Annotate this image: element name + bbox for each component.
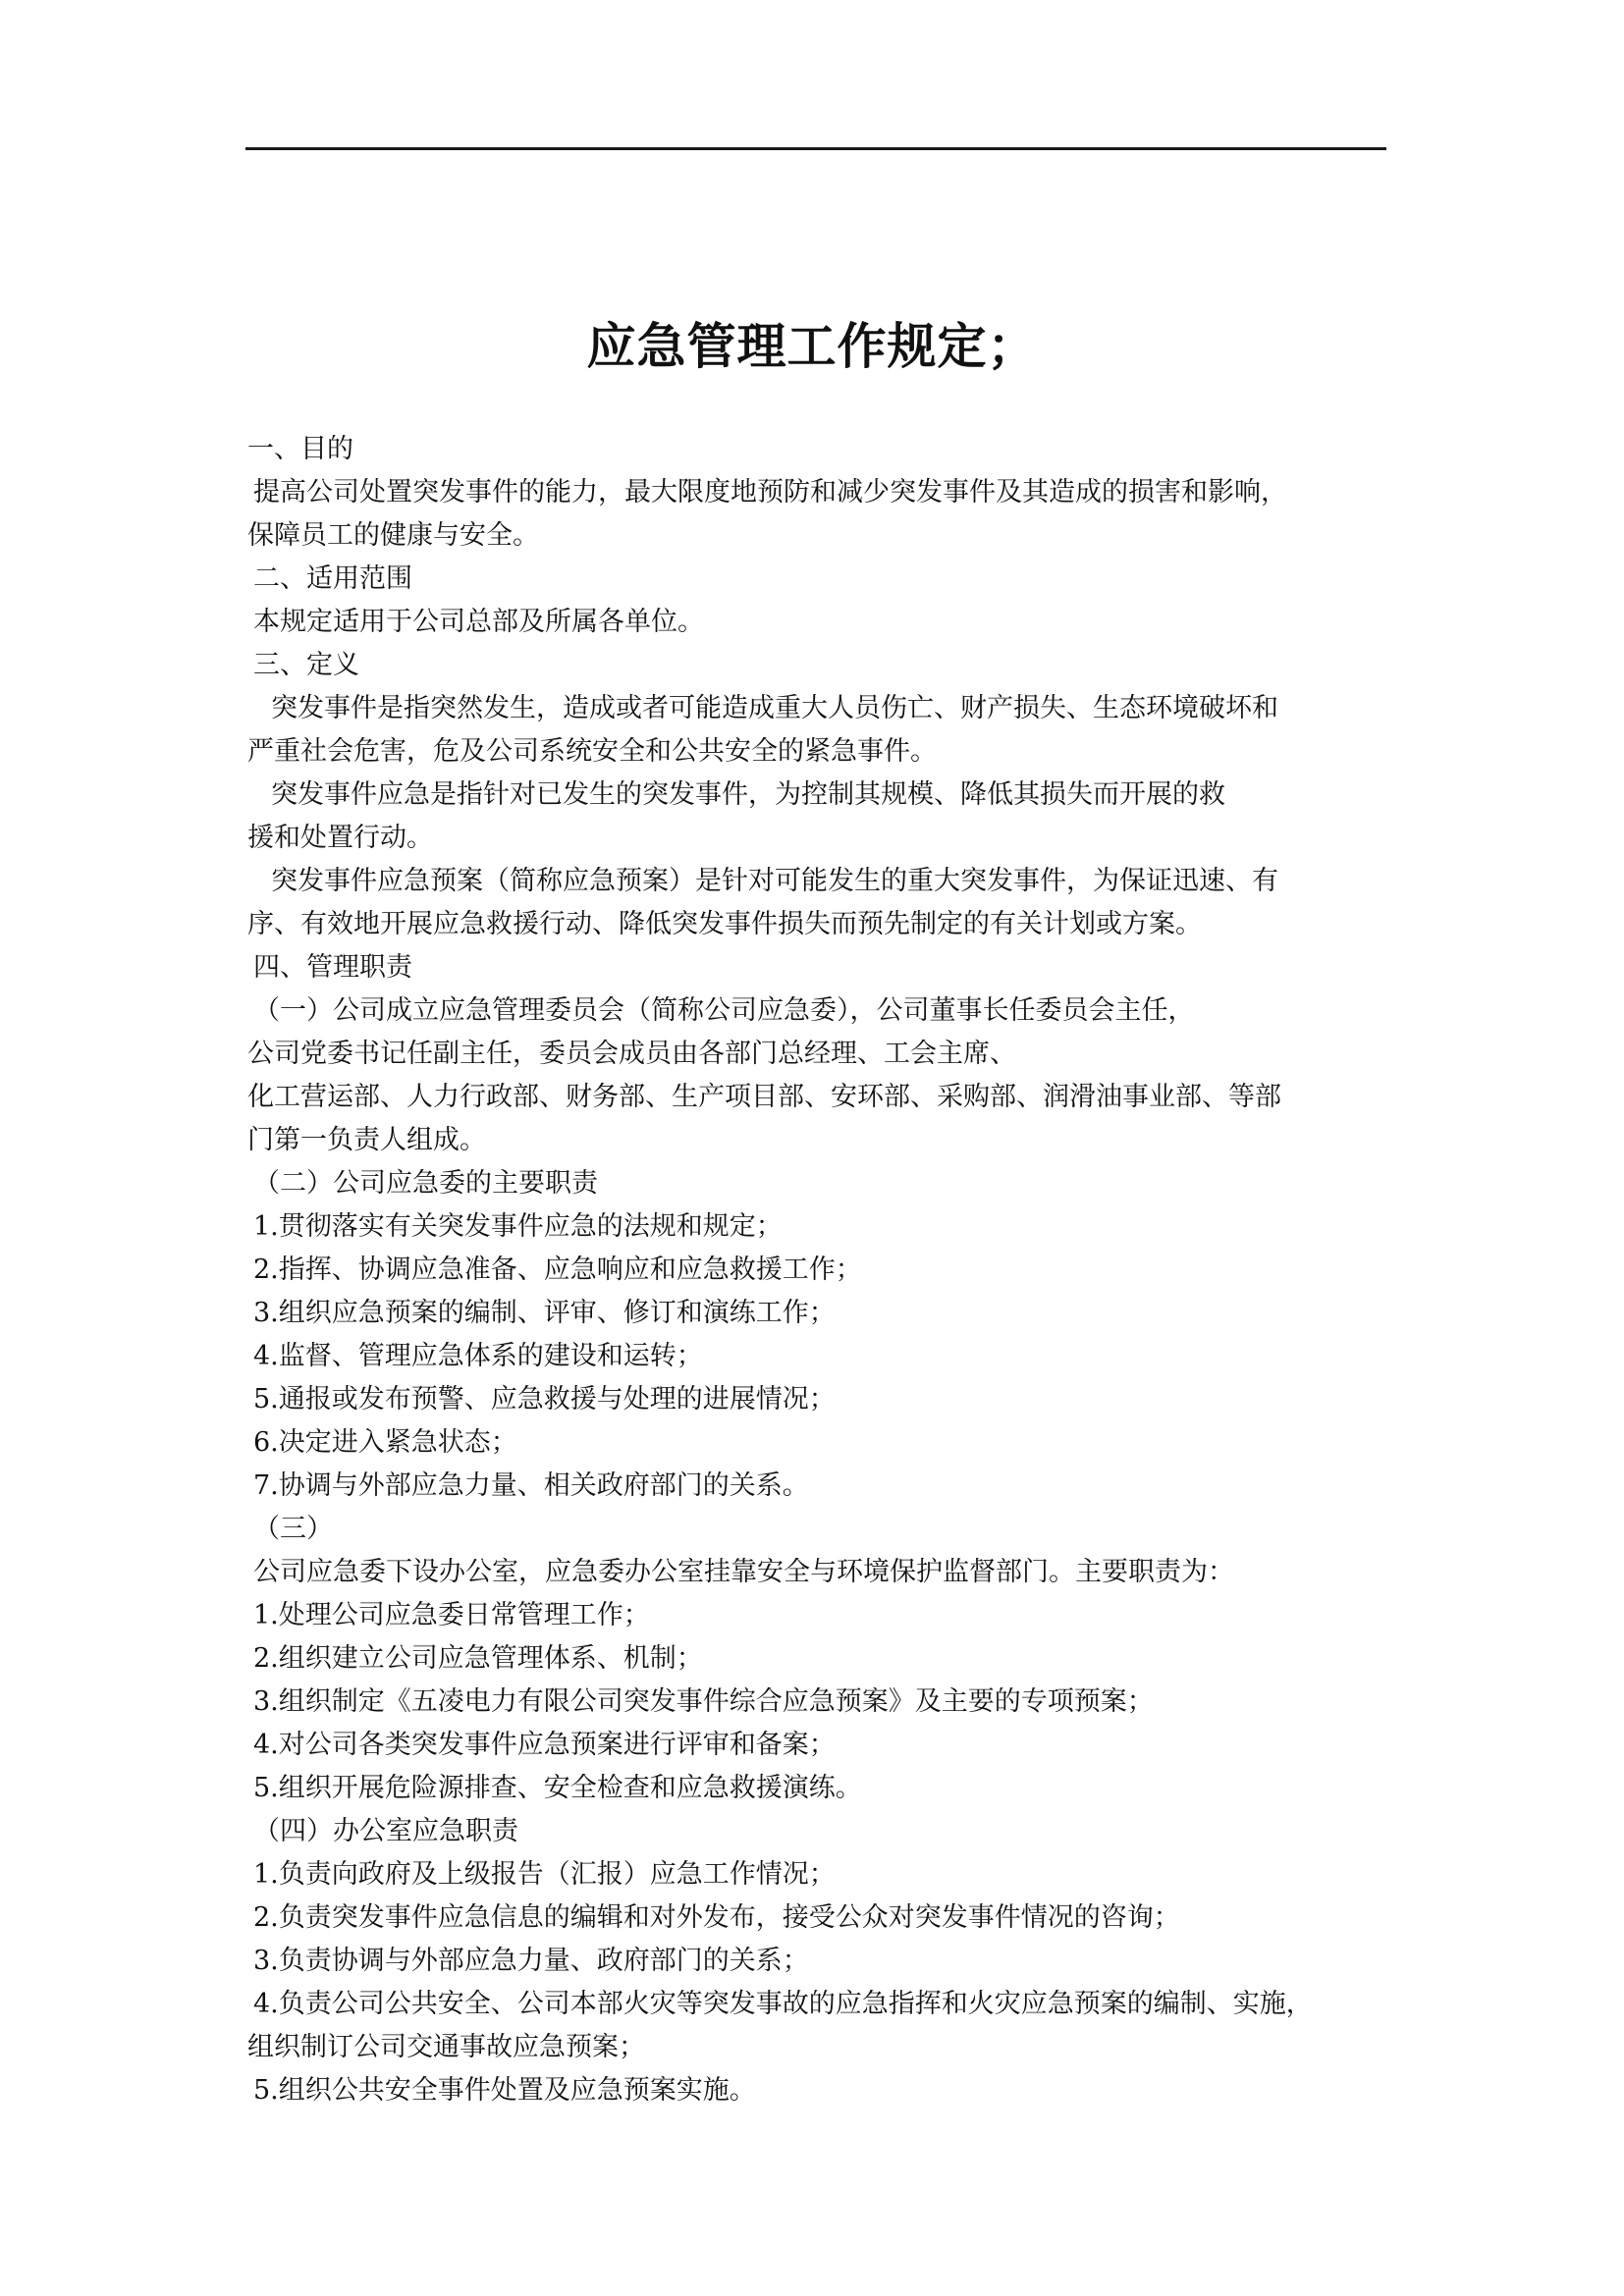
paragraph-line: 7.协调与外部应急力量、相关政府部门的关系。 bbox=[253, 1470, 809, 1501]
paragraph-line: 4.监督、管理应急体系的建设和运转； bbox=[253, 1341, 703, 1371]
paragraph-line: 5.组织开展危险源排查、安全检查和应急救援演练。 bbox=[253, 1773, 862, 1803]
paragraph-line: 序、有效地开展应急救援行动、降低突发事件损失而预先制定的有关计划或方案。 bbox=[247, 909, 1202, 939]
paragraph-line: 三、定义 bbox=[253, 650, 359, 680]
paragraph-line: 化工营运部、人力行政部、财务部、生产项目部、安环部、采购部、润滑油事业部、等部 bbox=[247, 1082, 1281, 1112]
paragraph-line: （四）办公室应急职责 bbox=[253, 1816, 518, 1846]
paragraph-line: 保障员工的健康与安全。 bbox=[247, 520, 539, 551]
paragraph-line: （一）公司成立应急管理委员会（简称公司应急委），公司董事长任委员会主任， bbox=[253, 995, 1195, 1026]
paragraph-line: （二）公司应急委的主要职责 bbox=[253, 1168, 598, 1199]
paragraph-line: 门第一负责人组成。 bbox=[247, 1125, 486, 1155]
paragraph-line: 6.决定进入紧急状态； bbox=[253, 1427, 517, 1458]
paragraph-line: 5.组织公共安全事件处置及应急预案实施。 bbox=[253, 2075, 756, 2106]
paragraph-line: 突发事件应急预案（简称应急预案）是针对可能发生的重大突发事件，为保证迅速、有 bbox=[271, 866, 1278, 896]
paragraph-line: 公司党委书记任副主任，委员会成员由各部门总经理、工会主席、 bbox=[247, 1039, 1016, 1069]
paragraph-line: 突发事件应急是指针对已发生的突发事件，为控制其规模、降低其损失而开展的救 bbox=[271, 779, 1225, 810]
paragraph-line: 2.组织建立公司应急管理体系、机制； bbox=[253, 1643, 703, 1674]
paragraph-line: 突发事件是指突然发生，造成或者可能造成重大人员伤亡、财产损失、生态环境破坏和 bbox=[271, 693, 1278, 723]
paragraph-line: 3.组织制定《五凌电力有限公司突发事件综合应急预案》及主要的专项预案； bbox=[253, 1686, 1154, 1717]
paragraph-line: （三） bbox=[253, 1514, 333, 1544]
paragraph-line: 援和处置行动。 bbox=[247, 823, 433, 853]
paragraph-line: 2.指挥、协调应急准备、应急响应和应急救援工作； bbox=[253, 1255, 862, 1285]
paragraph-line: 4.对公司各类突发事件应急预案进行评审和备案； bbox=[253, 1730, 836, 1760]
paragraph-line: 严重社会危害，危及公司系统安全和公共安全的紧急事件。 bbox=[247, 736, 937, 767]
paragraph-line: 提高公司处置突发事件的能力，最大限度地预防和减少突发事件及其造成的损害和影响， bbox=[253, 477, 1287, 507]
document-title: 应急管理工作规定； bbox=[586, 318, 1038, 375]
paragraph-line: 二、适用范围 bbox=[253, 563, 412, 594]
paragraph-line: 4.负责公司公共安全、公司本部火灾等突发事故的应急指挥和火灾应急预案的编制、实施， bbox=[253, 1989, 1313, 2019]
header-rule bbox=[245, 147, 1386, 150]
paragraph-line: 公司应急委下设办公室，应急委办公室挂靠安全与环境保护监督部门。主要职责为： bbox=[253, 1557, 1234, 1587]
paragraph-line: 组织制订公司交通事故应急预案； bbox=[247, 2032, 645, 2062]
paragraph-line: 5.通报或发布预警、应急救援与处理的进展情况； bbox=[253, 1384, 836, 1415]
paragraph-line: 四、管理职责 bbox=[253, 952, 412, 983]
paragraph-line: 3.负责协调与外部应急力量、政府部门的关系； bbox=[253, 1946, 809, 1976]
paragraph-line: 2.负责突发事件应急信息的编辑和对外发布，接受公众对突发事件情况的咨询； bbox=[253, 1902, 1180, 1933]
paragraph-line: 一、目的 bbox=[247, 434, 353, 464]
paragraph-line: 本规定适用于公司总部及所属各单位。 bbox=[253, 607, 704, 637]
paragraph-line: 1.贯彻落实有关突发事件应急的法规和规定； bbox=[253, 1211, 783, 1242]
document-body bbox=[247, 428, 1396, 2112]
paragraph-line: 1.处理公司应急委日常管理工作； bbox=[253, 1600, 650, 1630]
paragraph-line: 1.负责向政府及上级报告（汇报）应急工作情况； bbox=[253, 1859, 836, 1890]
paragraph-line: 3.组织应急预案的编制、评审、修订和演练工作； bbox=[253, 1298, 836, 1328]
